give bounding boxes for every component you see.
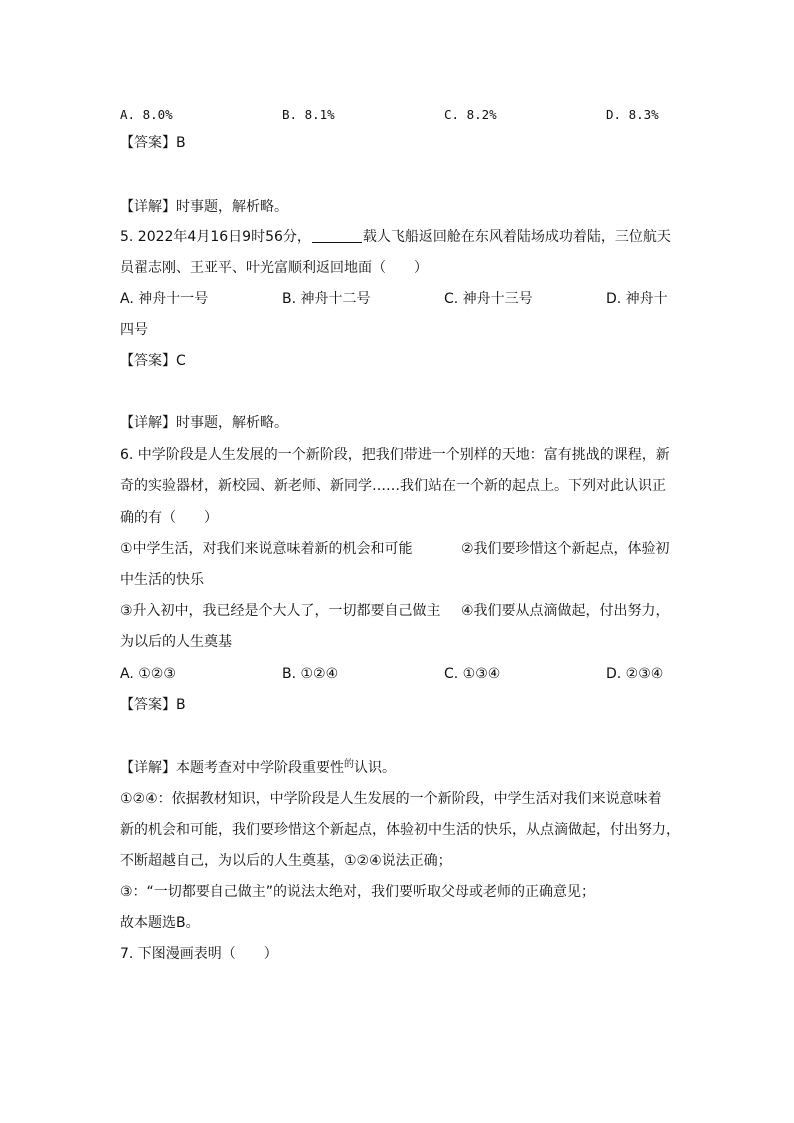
q5-option-c: C. 神舟十三号 (444, 291, 533, 307)
q5-explain: 【详解】时事题，解析略。 (120, 415, 288, 431)
q7-stem: 7. 下图漫画表明（ ） (120, 946, 278, 962)
q5-option-wrap: 四号 (120, 322, 148, 338)
q6-body-line5: 故本题选B。 (120, 915, 200, 931)
q6-answer: 【答案】B (120, 697, 186, 713)
q5-stem-line2: 员翟志刚、王亚平、叶光富顺利返回地面（ ） (120, 260, 428, 276)
q5-option-d: D. 神舟十 (606, 291, 668, 307)
q4-option-b: B. 8.1% (282, 107, 335, 122)
q6-item-3: ③升入初中，我已经是个大人了，一切都要自己做主 (120, 603, 441, 619)
q4-option-d: D. 8.3% (606, 107, 659, 122)
q6-body-line3: 不断超越自己，为以后的人生奠基，①②④说法正确； (120, 853, 452, 869)
q5-blank (312, 228, 362, 243)
q4-explain: 【详解】时事题，解析略。 (120, 199, 288, 215)
q5-stem-b: 载人飞船返回舱在东风着陆场成功着陆，三位航天 (362, 229, 671, 245)
q6-body-line2: 新的机会和可能，我们要珍惜这个新起点，体验初中生活的快乐，从点滴做起，付出努力， (120, 822, 680, 838)
q4-option-a: A. 8.0% (120, 107, 173, 122)
q5-stem-line1 (120, 227, 671, 247)
q6-item-4: ④我们要从点滴做起，付出努力， (461, 603, 670, 619)
q6-stem-line3: 确的有（ ） (120, 510, 218, 526)
q6-stem-line1: 6. 中学阶段是人生发展的一个新阶段，把我们带进一个别样的天地：富有挑战的课程，新 (120, 447, 670, 463)
q6-option-c: C. ①③④ (444, 666, 501, 682)
q6-item-4-wrap: 为以后的人生奠基 (120, 634, 232, 650)
q5-stem-a: 5. 2022年4月16日9时56分， (120, 229, 311, 245)
q6-option-a: A. ①②③ (120, 666, 176, 682)
q6-item-2-wrap: 中生活的快乐 (120, 572, 204, 588)
q6-explain-a: 【详解】本题考查对中学阶段重要性 (120, 760, 344, 776)
q6-option-b: B. ①②④ (282, 666, 339, 682)
q4-answer: 【答案】B (120, 135, 186, 151)
q5-option-b: B. 神舟十二号 (282, 291, 371, 307)
q6-explain-b: 认识。 (354, 760, 396, 776)
q5-answer: 【答案】C (120, 353, 186, 369)
q6-explain-heading (120, 758, 396, 780)
q6-body-line4: ③：“一切都要自己做主”的说法太绝对，我们要听取父母或老师的正确意见； (120, 884, 596, 900)
q4-option-c: C. 8.2% (444, 107, 497, 122)
q6-option-d: D. ②③④ (606, 666, 664, 682)
q6-body-line1: ①②④：依据教材知识，中学阶段是人生发展的一个新阶段，中学生活对我们来说意味着 (120, 791, 662, 807)
q6-item-2: ②我们要珍惜这个新起点，体验初 (461, 541, 670, 557)
q5-option-a: A. 神舟十一号 (120, 291, 209, 307)
q6-explain-sup: 的 (344, 759, 354, 770)
q6-stem-line2: 奇的实验器材，新校园、新老师、新同学……我们站在一个新的起点上。下列对此认识正 (120, 478, 666, 494)
q6-item-1: ①中学生活，对我们来说意味着新的机会和可能 (120, 541, 413, 557)
